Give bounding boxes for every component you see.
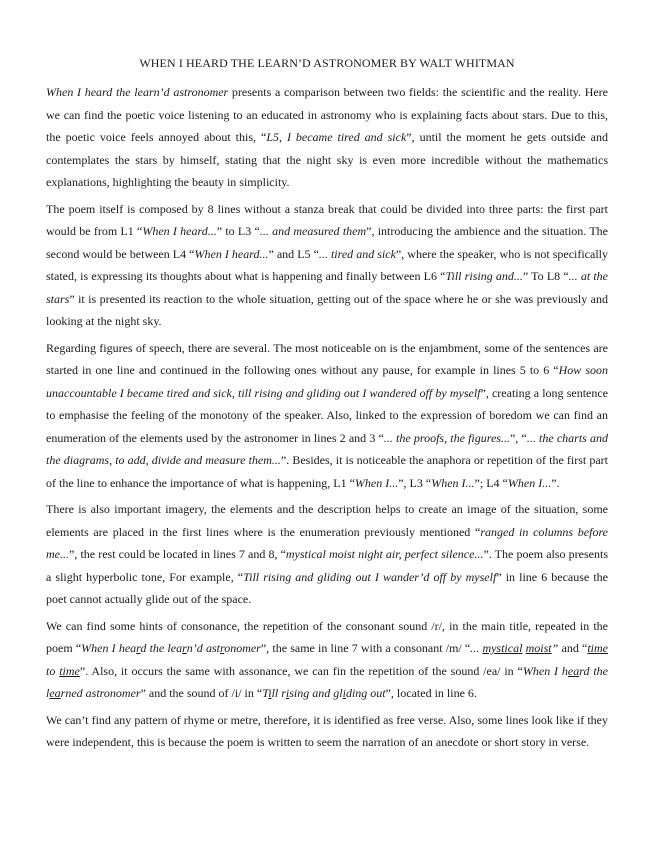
- paragraph-consonance-assonance: We can find some hints of consonance, the repetition of the consonant sound /r/, in the main title, repeated in the poem “When I heard the learn’d astronomer”, the same in line 7 with a consonant /m/ “... mystical moist” and “time to time”. Also, it occurs the same with assonance, we can fin the repetition of the sound /ea/ in “When I heard the learned astronomer” and the sound of /i/ in “Till rising and gliding out”, located in line 6.: [46, 618, 609, 700]
- document-title: WHEN I HEARD THE LEARN’D ASTRONOMER BY WALT WHITMAN: [139, 56, 515, 70]
- paragraph-imagery: There is also important imagery, the elements and the description helps to create an image of the situation, some elements are placed in the first lines where is the enumeration previously mentioned “ranged in columns before me...”, the rest could be located in lines 7 and 8, “mystical moist night air, perfect silence...”. The poem also presents a slight hyperbolic tone, For example, “Till rising and gliding out I wander’d off by myself” in line 6 because the poet cannot actually glide out of the space.: [46, 502, 608, 606]
- paragraph-structure: The poem itself is composed by 8 lines without a stanza break that could be divided into three parts: the first part would be from L1 “When I heard...” to L3 “... and measured them”, introducing the ambience and the situation. The second would be between L4 “When I heard...” and L5 “... tired and sick”, where the speaker, who is not specifically stated, is expressing its thoughts about what is happening and finally between L6 “Till rising and...” To L8 “... at the stars” it is presented its reaction to the whole situation, getting out of the space where he or she was previously and looking at the night sky.: [46, 201, 608, 328]
- paragraph-introduction: When I heard the learn’d astronomer presents a comparison between two fields: the scientific and the reality. Here we can find the poetic voice listening to an educated in astronomy who is explaining facts about stars. Due to this, the poetic voice feels annoyed about this, “L5, I became tired and sick”, until the moment he gets outside and contemplates the stars by himself, stating that the night sky is even more incredible without the mathematics explanations, highlighting the beauty in simplicity.: [46, 85, 609, 189]
- document-page: [46, 55, 608, 758]
- paragraph-figures-of-speech: Regarding figures of speech, there are several. The most noticeable on is the enjambment, some of the sentences are started in one line and continued in the following ones without any pause, for example in lines 5 to 6 “How soon unaccountable I became tired and sick, till rising and gliding out I wandered off by myself”, creating a long sentence to emphasise the feeling of the monotony of the speaker. Also, linked to the expression of boredom we can find an enumeration of the elements used by the astronomer in lines 2 and 3 “... the proofs, the figures...”, “... the charts and the diagrams, to add, divide and measure them...”. Besides, it is noticeable the anaphora or repetition of the first part of the line to enhance the importance of what is happening, L1 “When I...”, L3 “When I...”; L4 “When I...”.: [46, 340, 609, 490]
- paragraph-free-verse: We can’t find any pattern of rhyme or metre, therefore, it is identified as free verse. Also, some lines look like if they were independent, this is because the poem is written to seem the narration of an anecdote or short story in verse.: [46, 712, 608, 749]
